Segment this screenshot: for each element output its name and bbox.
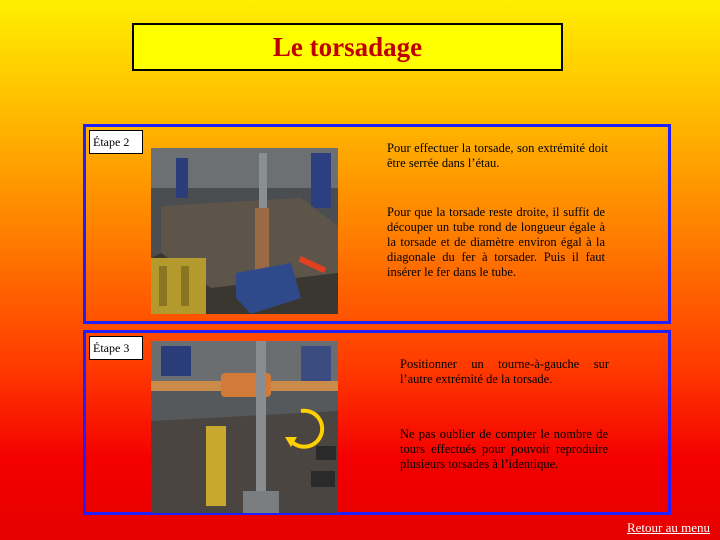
step-3-text-1: Positionner un tourne-à-gauche sur l’autre extrémité de la torsade. bbox=[400, 357, 609, 386]
step-3-text-2: Ne pas oublier de compter le nombre de tours effectués pour pouvoir reproduire plusieurs torsades à l’identique. bbox=[400, 427, 608, 471]
step-3-panel bbox=[83, 330, 671, 515]
step-2-label: Étape 2 bbox=[89, 130, 143, 154]
title-box bbox=[132, 23, 563, 71]
back-to-menu-link[interactable]: Retour au menu bbox=[626, 520, 710, 535]
page-title: Le torsadage bbox=[272, 31, 423, 62]
step-2-photo bbox=[151, 148, 338, 314]
step-2-text-1: Pour effectuer la torsade, son extrémité doit être serrée dans l’étau. bbox=[387, 141, 608, 170]
step-2-text-2: Pour que la torsade reste droite, il suffit de découper un tube rond de longueur égale à la torsade et de diamètre environ égal à la diagonale du fer à torsader. Puis il faut insérer le fer dans le tube. bbox=[387, 205, 605, 279]
step-3-photo bbox=[151, 341, 338, 513]
step-3-label: Étape 3 bbox=[89, 336, 143, 360]
step-2-panel bbox=[83, 124, 671, 324]
